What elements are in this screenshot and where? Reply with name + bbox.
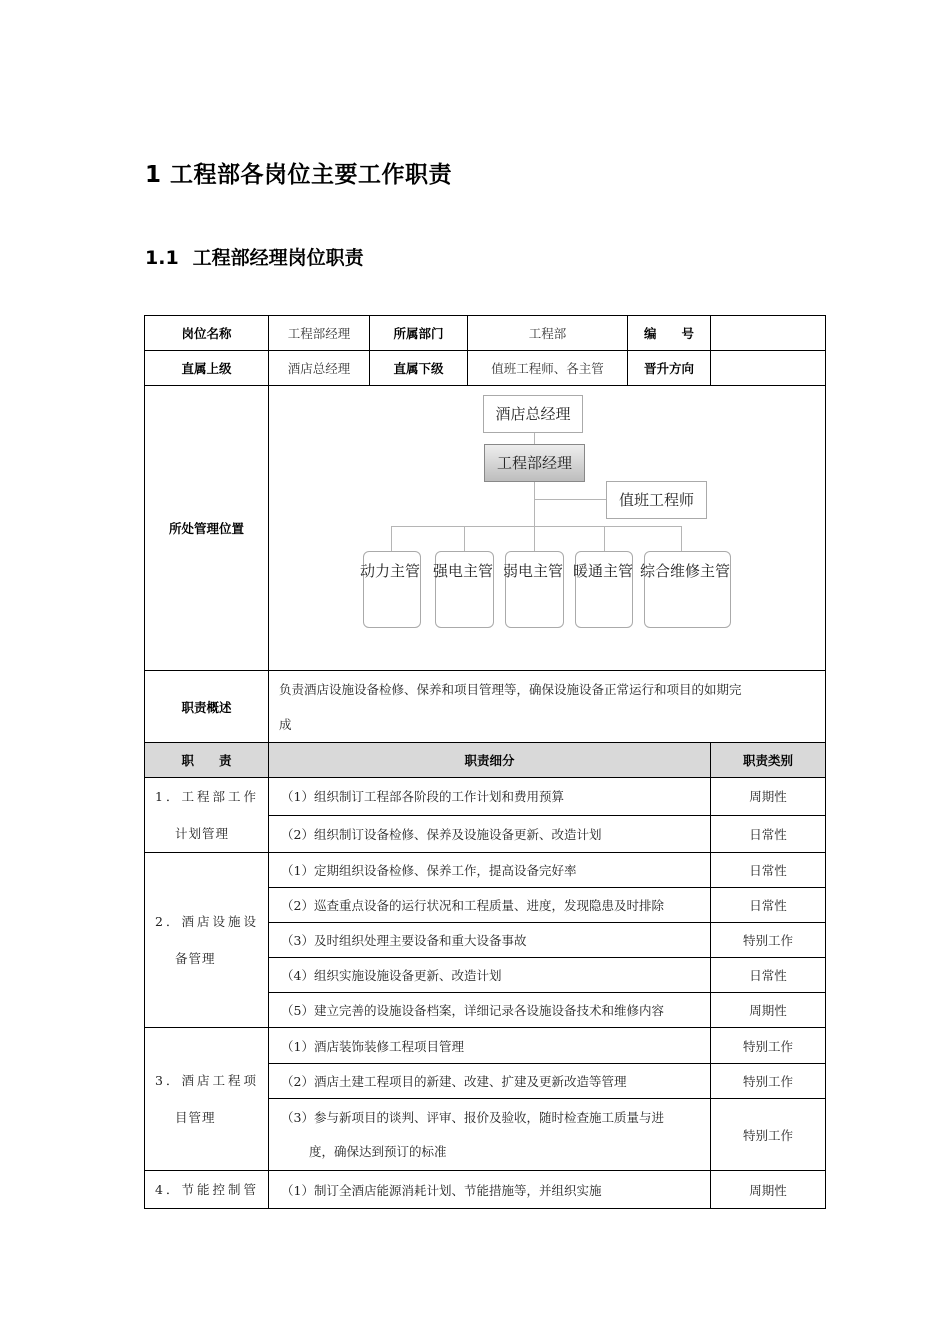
org-assistant-box: 值班工程师 bbox=[606, 481, 707, 519]
label-position-name: 岗位名称 bbox=[145, 316, 269, 351]
label-promotion: 晋升方向 bbox=[628, 351, 711, 386]
value-superior: 酒店总经理 bbox=[269, 351, 370, 386]
duty-detail: （3）及时组织处理主要设备和重大设备事故 bbox=[269, 923, 711, 958]
duty-detail: （1）定期组织设备检修、保养工作，提高设备完好率 bbox=[269, 853, 711, 888]
duty-category-line2: 计划管理 bbox=[175, 826, 230, 841]
duty-category-line1: 1．工程部工作 bbox=[155, 789, 259, 804]
connector-line bbox=[534, 481, 535, 526]
value-promotion bbox=[711, 351, 826, 386]
info-row-2 bbox=[145, 351, 826, 386]
value-position-name: 工程部经理 bbox=[269, 316, 370, 351]
info-row-1 bbox=[145, 316, 826, 351]
label-management-position: 所处管理位置 bbox=[145, 386, 269, 671]
duty-type: 特别工作 bbox=[711, 923, 826, 958]
duty-category bbox=[145, 1171, 269, 1209]
connector-line bbox=[534, 499, 606, 500]
duty-type: 日常性 bbox=[711, 958, 826, 993]
duty-detail bbox=[269, 1099, 711, 1171]
duty-type: 周期性 bbox=[711, 993, 826, 1028]
summary-line-2: 成 bbox=[279, 716, 292, 732]
heading-2-text: 工程部经理岗位职责 bbox=[192, 247, 364, 269]
org-sub-label: 弱电主管 bbox=[503, 562, 564, 580]
org-top-box: 酒店总经理 bbox=[483, 395, 583, 433]
connector-line bbox=[464, 526, 465, 551]
duty-category-line2: 目管理 bbox=[175, 1110, 216, 1125]
duty-detail: （1）酒店装饰装修工程项目管理 bbox=[269, 1028, 711, 1064]
duty-type: 日常性 bbox=[711, 888, 826, 923]
duty-type: 周期性 bbox=[711, 1171, 826, 1209]
value-subordinate: 值班工程师、各主管 bbox=[468, 351, 628, 386]
summary-text bbox=[269, 671, 826, 743]
value-number bbox=[711, 316, 826, 351]
org-sub-label: 综合维修主管 bbox=[640, 562, 731, 580]
duty-category bbox=[145, 853, 269, 1028]
duty-type: 日常性 bbox=[711, 853, 826, 888]
heading-1: 1 工程部各岗位主要工作职责 bbox=[145, 162, 453, 188]
duty-type: 特别工作 bbox=[711, 1064, 826, 1099]
heading-2-number: 1.1 bbox=[145, 247, 179, 269]
label-department: 所属部门 bbox=[370, 316, 468, 351]
org-manager-box: 工程部经理 bbox=[484, 444, 585, 482]
duty-type: 日常性 bbox=[711, 815, 826, 853]
table-row bbox=[145, 1028, 826, 1064]
duty-category bbox=[145, 778, 269, 853]
label-superior: 直属上级 bbox=[145, 351, 269, 386]
position-row bbox=[145, 386, 826, 671]
connector-line bbox=[391, 526, 392, 551]
table-row bbox=[145, 778, 826, 816]
duty-detail: （2）酒店土建工程项目的新建、改建、扩建及更新改造等管理 bbox=[269, 1064, 711, 1099]
duty-type: 周期性 bbox=[711, 778, 826, 816]
connector-line bbox=[391, 526, 681, 527]
duty-detail: （2）组织制订设备检修、保养及设施设备更新、改造计划 bbox=[269, 815, 711, 853]
label-summary: 职责概述 bbox=[145, 671, 269, 743]
duty-category-line1: 2．酒店设施设 bbox=[155, 914, 259, 929]
duty-detail: （2）巡查重点设备的运行状况和工程质量、进度，发现隐患及时排除 bbox=[269, 888, 711, 923]
table-row bbox=[145, 853, 826, 888]
duty-category-line1: 4．节能控制管 bbox=[155, 1182, 259, 1197]
duty-detail-line1: （3）参与新项目的谈判、评审、报价及验收，随时检查施工质量与进 bbox=[281, 1109, 664, 1125]
value-department: 工程部 bbox=[468, 316, 628, 351]
org-sub-label: 暖通主管 bbox=[573, 562, 634, 580]
heading-2 bbox=[145, 243, 364, 270]
label-subordinate: 直属下级 bbox=[370, 351, 468, 386]
org-chart-cell bbox=[269, 386, 826, 671]
duty-detail-line2: 度，确保达到预订的标准 bbox=[309, 1143, 447, 1159]
duty-detail: （1）组织制订工程部各阶段的工作计划和费用预算 bbox=[269, 778, 711, 816]
job-duty-table bbox=[144, 315, 826, 1209]
summary-row bbox=[145, 671, 826, 743]
connector-line bbox=[534, 526, 535, 551]
summary-line-1: 负责酒店设施设备检修、保养和项目管理等，确保设施设备正常运行和项目的如期完 bbox=[279, 681, 742, 697]
connector-line bbox=[604, 526, 605, 551]
header-detail: 职责细分 bbox=[269, 743, 711, 778]
header-type: 职责类别 bbox=[711, 743, 826, 778]
org-sub-label: 动力主管 bbox=[360, 562, 421, 580]
duty-detail: （4）组织实施设施设备更新、改造计划 bbox=[269, 958, 711, 993]
duty-header-row bbox=[145, 743, 826, 778]
table-row bbox=[145, 1171, 826, 1209]
header-duty: 职 责 bbox=[145, 743, 269, 778]
duty-detail: （1）制订全酒店能源消耗计划、节能措施等，并组织实施 bbox=[269, 1171, 711, 1209]
duty-category-line1: 3．酒店工程项 bbox=[155, 1073, 259, 1088]
duty-detail: （5）建立完善的设施设备档案，详细记录各设施设备技术和维修内容 bbox=[269, 993, 711, 1028]
duty-category-line2: 备管理 bbox=[175, 951, 216, 966]
connector-line bbox=[681, 526, 682, 551]
org-sub-label: 强电主管 bbox=[433, 562, 494, 580]
duty-type: 特别工作 bbox=[711, 1028, 826, 1064]
org-chart bbox=[269, 386, 824, 668]
duty-category bbox=[145, 1028, 269, 1171]
label-number: 编 号 bbox=[628, 316, 711, 351]
duty-type: 特别工作 bbox=[711, 1099, 826, 1171]
